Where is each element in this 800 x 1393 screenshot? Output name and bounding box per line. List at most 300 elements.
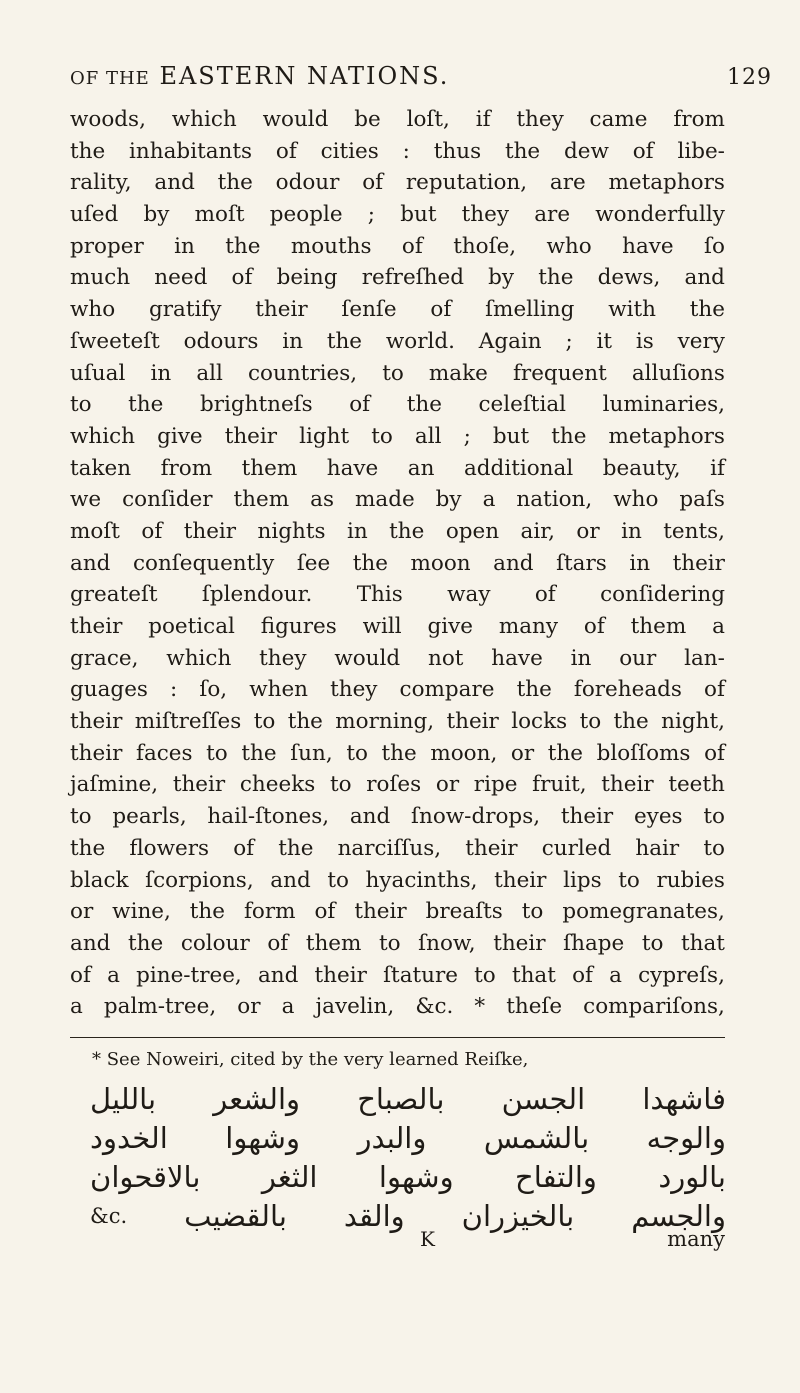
word: moſt [70,518,120,544]
word: air, [520,518,555,544]
word: to [206,740,228,766]
word: of [231,265,253,291]
word: alluſions [631,360,725,386]
word: inhabitants [129,138,253,164]
word: to [70,392,92,418]
word: metaphors [608,170,725,196]
word: This [356,582,403,608]
word: their [70,709,123,735]
word: of [141,518,163,544]
word: uſed [70,202,119,228]
word: the [241,740,277,766]
word: as [310,487,334,513]
word: the [406,392,442,418]
word: to [521,899,544,925]
body-line [70,674,725,706]
word: to [329,772,352,798]
word: cypreſs, [638,962,725,988]
arabic-word: بالاقحوان [90,1160,201,1194]
word: roſes [366,772,422,798]
word: ; [367,202,376,228]
body-line [70,611,725,643]
word: and [493,550,534,576]
word: morning, [335,709,435,735]
word: conſider [122,487,213,513]
word: and [257,962,299,988]
word: brightneſs [199,392,313,418]
word: give [157,423,203,449]
word: the [504,138,541,164]
word: the [352,550,388,576]
word: to [579,709,602,735]
body-line [70,801,725,833]
word: ; [565,328,573,354]
word: to [382,360,404,386]
word: the [551,423,587,449]
word: who [613,487,659,513]
body-line [70,389,725,421]
word: our [619,645,657,671]
word: thoſe, [453,233,517,259]
word: conſidering [600,582,725,608]
word: black [70,867,129,893]
word: dews, [597,265,661,291]
running-title [70,62,449,90]
arabic-word: بالخيزران [461,1199,575,1233]
word: the [516,677,552,703]
arabic-word: الثغر [261,1160,318,1194]
arabic-word: فاشهدا [642,1082,726,1116]
arabic-line [90,1158,726,1197]
word: in [570,645,592,671]
word: rality, [70,170,132,196]
body-line [70,262,725,294]
word: ſtature [383,962,458,988]
word: or [435,772,460,798]
word: way [447,582,491,608]
word: if [710,455,725,481]
word: with [608,297,656,323]
word: fruit, [532,772,587,798]
word: will [362,614,402,639]
word: that [681,930,725,956]
word: to [703,835,725,861]
word: pomegranates, [562,899,725,925]
word: in [150,360,172,386]
body-line [70,548,725,580]
body-line [70,769,725,801]
arabic-line [90,1197,726,1236]
word: the [128,392,164,418]
word: miſtreſſes [134,709,242,735]
word: their [560,804,614,830]
word: ſweeteſt [70,328,160,354]
word: the [689,297,725,323]
word: bloſſoms [596,740,691,766]
word: figures [260,614,337,639]
word: locks [511,709,568,735]
word: foreheads [573,677,682,703]
word: greateſt [70,582,158,608]
word: very [677,328,725,354]
body-line [70,453,725,485]
word: the [217,170,253,196]
word: of [349,392,371,418]
word: and [154,170,195,196]
word: to [641,930,664,956]
body-line [70,167,725,199]
word: lips [563,867,602,893]
word: to [346,740,368,766]
word: curled [541,835,612,861]
body-line [70,579,725,611]
word: ſhape [563,930,625,956]
arabic-word: بالشمس [483,1121,590,1155]
word: tents, [663,518,725,544]
body-line [70,516,725,548]
word: or [70,899,94,925]
word: them [305,930,362,956]
word: flowers [129,835,210,861]
word: gratify [148,297,222,323]
word: wine, [112,899,171,925]
word: people [269,202,343,228]
arabic-word: الخدود [90,1121,168,1155]
running-header [70,62,772,96]
word: the [225,233,261,259]
word: give [427,614,473,639]
word: by [488,265,515,291]
word: to [253,709,276,735]
word: who [70,297,116,323]
word: ſee [296,550,331,576]
word: the [70,835,106,861]
body-line [70,358,725,390]
word: their [314,962,367,988]
word: came [589,107,648,132]
body-line [70,136,725,168]
word: which [166,645,232,671]
word: to [70,804,92,830]
word: libe- [677,138,725,164]
word: * [474,994,486,1020]
word: jaſmine, [70,772,159,798]
word: them [241,455,298,481]
word: theſe [506,994,563,1020]
word: their [70,740,123,766]
word: their [465,835,518,861]
word: of [275,138,297,164]
word: or [237,994,261,1020]
word: have [326,455,379,481]
word: in [174,233,195,259]
word: their [354,899,407,925]
word: have [491,645,543,671]
word: from [673,107,725,132]
word: thus [433,138,482,164]
word: : [402,138,410,164]
word: ; [463,423,471,449]
word: by [435,487,462,513]
word: who [546,233,592,259]
word: ſenſe [341,297,397,323]
word: their [601,772,654,798]
word: odour [275,170,340,196]
word: faces [135,740,193,766]
word: them [630,614,687,639]
arabic-line [90,1119,726,1158]
word: in [282,328,303,354]
word: of [430,297,452,323]
word: and [70,550,111,576]
arabic-word: والوجه [646,1121,726,1155]
word: of [534,582,556,608]
page-number: 129 [727,65,772,90]
footnote: * See Noweiri, cited by the very learned Reiſke, [92,1049,529,1070]
word: conſequently [132,550,275,576]
word: uſual [70,360,126,386]
word: ſplendour. [201,582,313,608]
word: loſt, [406,107,450,132]
word: breaſts [425,899,503,925]
arabic-word: وشهوا [225,1121,300,1155]
word: of [632,138,654,164]
word: are [534,202,571,228]
word: ſo [704,233,725,259]
word: their [224,423,278,449]
word: hair [635,835,680,861]
word: and [270,867,311,893]
word: or [510,740,535,766]
word: additional [463,455,574,481]
arabic-line [90,1080,726,1119]
word: all [414,423,442,449]
word: javelin, [315,994,395,1020]
word: of [233,835,255,861]
word: the [278,835,314,861]
word: they [461,202,510,228]
word: the [613,709,649,735]
word: by [143,202,170,228]
word: a [712,614,725,639]
word: make [428,360,488,386]
word: mouths [290,233,372,259]
word: cities [320,138,379,164]
word: Again [478,328,542,354]
body-line [70,104,725,136]
word: refreſhed [361,265,464,291]
arabic-word: &c. [90,1204,128,1228]
word: of [704,677,725,703]
word: palm-tree, [103,994,217,1020]
word: ſmelling [485,297,575,323]
word: need [154,265,208,291]
signature-mark: K [420,1227,435,1251]
word: made [354,487,415,513]
body-line [70,991,725,1023]
word: are [549,170,586,196]
word: much [70,265,131,291]
word: : [170,677,178,703]
word: hyacinths, [365,867,478,893]
word: ripe [473,772,518,798]
word: but [400,202,437,228]
word: their [446,709,499,735]
arabic-word: بالورد [658,1160,726,1194]
arabic-quotation [90,1080,726,1236]
body-line [70,484,725,516]
word: compariſons, [583,994,725,1020]
word: that [511,962,556,988]
word: they [516,107,564,132]
word: ſnow, [418,930,476,956]
word: the [389,518,425,544]
word: the [547,740,583,766]
word: moſt [194,202,245,228]
footnote-rule [70,1037,725,1038]
word: and [70,930,111,956]
word: the [538,265,574,291]
word: rubies [656,867,725,893]
word: their [70,614,123,639]
word: their [255,297,308,323]
body-line [70,199,725,231]
body-line [70,231,725,263]
word: the [189,899,226,925]
word: and [684,265,725,291]
word: proper [70,233,144,259]
word: hail-ſtones, [207,804,330,830]
word: &c. [415,994,454,1020]
word: pearls, [112,804,187,830]
word: a [107,962,120,988]
word: of [572,962,593,988]
body-line [70,421,725,453]
word: their [672,550,725,576]
word: a [70,994,83,1020]
word: many [498,614,559,639]
word: of [362,170,384,196]
word: of [583,614,605,639]
arabic-word: والقد [343,1199,405,1233]
word: have [622,233,674,259]
body-line [70,960,725,992]
body-line [70,294,725,326]
word: the [287,709,323,735]
word: ſnow-drops, [411,804,541,830]
word: a [609,962,622,988]
word: in [346,518,368,544]
word: grace, [70,645,139,671]
body-line [70,896,725,928]
word: be [354,107,381,132]
word: luminaries, [602,392,725,418]
word: frequent [512,360,607,386]
word: open [445,518,500,544]
word: to [327,867,349,893]
word: to [474,962,496,988]
arabic-word: بالقضيب [184,1199,287,1233]
word: to [703,804,725,830]
word: all [196,360,223,386]
body-text [70,104,725,1023]
arabic-word: الجسن [501,1082,586,1116]
arabic-word: والبدر [357,1121,427,1155]
word: would [334,645,401,671]
word: ſcorpions, [145,867,254,893]
word: of [267,930,289,956]
word: an [407,455,435,481]
word: taken [70,455,132,481]
word: metaphors [608,423,725,449]
word: dew [563,138,609,164]
word: eyes [633,804,683,830]
word: in [621,518,642,544]
word: of [70,962,91,988]
word: the [381,740,417,766]
word: moon, [430,740,498,766]
word: form [243,899,296,925]
word: their [183,518,237,544]
word: paſs [679,487,725,513]
word: from [160,455,213,481]
word: not [428,645,464,671]
body-line [70,326,725,358]
word: to [371,423,393,449]
word: but [492,423,530,449]
word: their [172,772,226,798]
word: odours [183,328,259,354]
running-title-prefix: OF THE [70,68,150,89]
word: narciſſus, [337,835,442,861]
word: of [401,233,423,259]
word: colour [180,930,250,956]
word: compare [399,677,495,703]
word: cheeks [239,772,316,798]
word: is [635,328,654,354]
body-line [70,833,725,865]
arabic-word: والجسم [631,1199,726,1233]
word: a [281,994,295,1020]
word: and [349,804,391,830]
word: night, [661,709,725,735]
word: lan- [684,645,725,671]
word: their [494,867,547,893]
word: celeſtial [478,392,567,418]
word: they [330,677,378,703]
word: them [233,487,290,513]
word: reputation, [405,170,528,196]
body-line [70,706,725,738]
word: the [70,138,106,164]
body-line [70,865,725,897]
word: a [482,487,496,513]
running-title-main: EASTERN NATIONS. [159,62,450,90]
word: world. [385,328,455,354]
arabic-word: وشهوا [378,1160,454,1194]
word: countries, [248,360,358,386]
word: moon [410,550,471,576]
word: which [171,107,237,132]
word: the [326,328,363,354]
word: in [629,550,651,576]
word: of [704,740,725,766]
word: the [128,930,164,956]
body-line [70,643,725,675]
word: light [299,423,350,449]
word: if [475,107,491,132]
word: they [259,645,307,671]
